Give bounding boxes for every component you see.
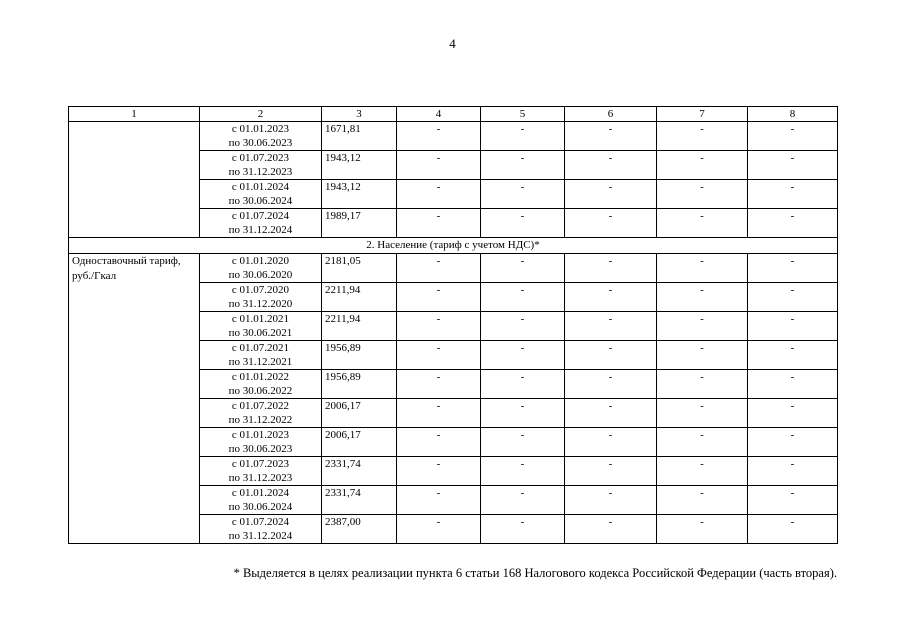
period-from: с 01.07.2020	[231, 284, 290, 296]
dash-cell: -	[481, 515, 565, 544]
period-to: по 30.06.2021	[228, 327, 293, 339]
period-to: по 30.06.2023	[228, 443, 293, 455]
tariff-table	[68, 106, 838, 544]
dash-cell: -	[481, 457, 565, 486]
section-row	[69, 238, 838, 254]
dash-cell: -	[748, 180, 838, 209]
dash-cell: -	[748, 428, 838, 457]
period-to: по 31.12.2024	[228, 530, 293, 542]
tariff-value-cell: 1671,81	[322, 122, 397, 151]
dash-cell: -	[565, 180, 657, 209]
dash-cell: -	[748, 486, 838, 515]
dash-cell: -	[565, 486, 657, 515]
period-from: с 01.01.2023	[231, 123, 290, 135]
column-number-row	[69, 107, 838, 122]
dash-cell: -	[657, 341, 748, 370]
dash-cell: -	[565, 283, 657, 312]
dash-cell: -	[748, 122, 838, 151]
period-from: с 01.07.2023	[231, 152, 290, 164]
table-row	[69, 122, 838, 151]
column-number: 5	[481, 107, 565, 122]
dash-cell: -	[481, 341, 565, 370]
dash-cell: -	[397, 312, 481, 341]
tariff-value-cell: 1956,89	[322, 341, 397, 370]
period-cell	[200, 209, 322, 238]
period-cell	[200, 283, 322, 312]
period-to: по 31.12.2021	[228, 356, 293, 368]
tariff-value-cell: 2006,17	[322, 428, 397, 457]
dash-cell: -	[481, 312, 565, 341]
tariff-value-cell: 2006,17	[322, 399, 397, 428]
period-to: по 31.12.2020	[228, 298, 293, 310]
dash-cell: -	[748, 515, 838, 544]
group-label-cell: Одноставочный тариф, руб./Гкал	[69, 254, 200, 544]
period-to: по 30.06.2024	[228, 501, 293, 513]
period-cell	[200, 312, 322, 341]
dash-cell: -	[657, 399, 748, 428]
dash-cell: -	[481, 254, 565, 283]
dash-cell: -	[565, 515, 657, 544]
period-to: по 30.06.2022	[228, 385, 293, 397]
period-to: по 31.12.2023	[228, 472, 293, 484]
dash-cell: -	[748, 457, 838, 486]
tariff-value-cell: 1956,89	[322, 370, 397, 399]
dash-cell: -	[565, 428, 657, 457]
page-number: 4	[449, 36, 456, 51]
period-from: с 01.07.2024	[231, 516, 290, 528]
column-number: 7	[657, 107, 748, 122]
tariff-value-cell: 1943,12	[322, 151, 397, 180]
dash-cell: -	[397, 399, 481, 428]
dash-cell: -	[565, 341, 657, 370]
period-from: с 01.01.2020	[231, 255, 290, 267]
period-cell	[200, 254, 322, 283]
dash-cell: -	[657, 254, 748, 283]
dash-cell: -	[397, 341, 481, 370]
tariff-value-cell: 1943,12	[322, 180, 397, 209]
period-cell	[200, 428, 322, 457]
dash-cell: -	[748, 312, 838, 341]
dash-cell: -	[657, 428, 748, 457]
dash-cell: -	[565, 151, 657, 180]
period-cell	[200, 151, 322, 180]
dash-cell: -	[657, 486, 748, 515]
dash-cell: -	[397, 486, 481, 515]
column-number: 4	[397, 107, 481, 122]
dash-cell: -	[397, 428, 481, 457]
dash-cell: -	[748, 209, 838, 238]
dash-cell: -	[397, 457, 481, 486]
empty-group-cell	[69, 122, 200, 238]
column-number: 6	[565, 107, 657, 122]
dash-cell: -	[397, 209, 481, 238]
period-from: с 01.07.2021	[231, 342, 290, 354]
dash-cell: -	[565, 457, 657, 486]
dash-cell: -	[657, 312, 748, 341]
period-from: с 01.01.2022	[231, 371, 290, 383]
tariff-value-cell: 2181,05	[322, 254, 397, 283]
dash-cell: -	[565, 312, 657, 341]
column-number: 8	[748, 107, 838, 122]
dash-cell: -	[657, 122, 748, 151]
period-cell	[200, 515, 322, 544]
period-to: по 31.12.2023	[228, 166, 293, 178]
dash-cell: -	[657, 457, 748, 486]
period-cell	[200, 457, 322, 486]
dash-cell: -	[481, 180, 565, 209]
dash-cell: -	[657, 515, 748, 544]
dash-cell: -	[748, 341, 838, 370]
period-from: с 01.07.2024	[231, 210, 290, 222]
period-cell	[200, 486, 322, 515]
table-row	[69, 254, 838, 283]
tariff-value-cell: 2211,94	[322, 283, 397, 312]
tariff-value-cell: 2331,74	[322, 486, 397, 515]
tariff-table-body	[69, 107, 838, 544]
dash-cell: -	[657, 283, 748, 312]
dash-cell: -	[481, 122, 565, 151]
dash-cell: -	[397, 370, 481, 399]
dash-cell: -	[565, 209, 657, 238]
period-cell	[200, 370, 322, 399]
section-title: 2. Население (тариф с учетом НДС)*	[69, 238, 838, 254]
period-to: по 30.06.2020	[228, 269, 293, 281]
tariff-value-cell: 2387,00	[322, 515, 397, 544]
dash-cell: -	[481, 151, 565, 180]
dash-cell: -	[481, 209, 565, 238]
dash-cell: -	[397, 151, 481, 180]
period-cell	[200, 399, 322, 428]
period-cell	[200, 122, 322, 151]
dash-cell: -	[748, 151, 838, 180]
column-number: 3	[322, 107, 397, 122]
dash-cell: -	[397, 283, 481, 312]
dash-cell: -	[748, 254, 838, 283]
dash-cell: -	[481, 428, 565, 457]
period-from: с 01.01.2023	[231, 429, 290, 441]
footnote: * Выделяется в целях реализации пункта 6 статьи 168 Налогового кодекса Российской Федерации (часть вторая).	[233, 566, 837, 580]
period-to: по 31.12.2024	[228, 224, 293, 236]
period-from: с 01.01.2024	[231, 181, 290, 193]
dash-cell: -	[397, 122, 481, 151]
dash-cell: -	[657, 370, 748, 399]
dash-cell: -	[565, 122, 657, 151]
dash-cell: -	[481, 283, 565, 312]
period-from: с 01.07.2022	[231, 400, 290, 412]
tariff-value-cell: 2331,74	[322, 457, 397, 486]
period-cell	[200, 180, 322, 209]
dash-cell: -	[481, 370, 565, 399]
period-to: по 30.06.2023	[228, 137, 293, 149]
tariff-value-cell: 1989,17	[322, 209, 397, 238]
dash-cell: -	[397, 254, 481, 283]
dash-cell: -	[565, 370, 657, 399]
tariff-value-cell: 2211,94	[322, 312, 397, 341]
period-to: по 30.06.2024	[228, 195, 293, 207]
dash-cell: -	[748, 399, 838, 428]
dash-cell: -	[657, 151, 748, 180]
dash-cell: -	[748, 283, 838, 312]
column-number: 1	[69, 107, 200, 122]
dash-cell: -	[397, 180, 481, 209]
dash-cell: -	[565, 399, 657, 428]
dash-cell: -	[397, 515, 481, 544]
dash-cell: -	[481, 399, 565, 428]
column-number: 2	[200, 107, 322, 122]
dash-cell: -	[748, 370, 838, 399]
dash-cell: -	[657, 180, 748, 209]
period-cell	[200, 341, 322, 370]
dash-cell: -	[481, 486, 565, 515]
period-from: с 01.01.2024	[231, 487, 290, 499]
period-to: по 31.12.2022	[228, 414, 293, 426]
period-from: с 01.07.2023	[231, 458, 290, 470]
period-from: с 01.01.2021	[231, 313, 290, 325]
dash-cell: -	[565, 254, 657, 283]
dash-cell: -	[657, 209, 748, 238]
